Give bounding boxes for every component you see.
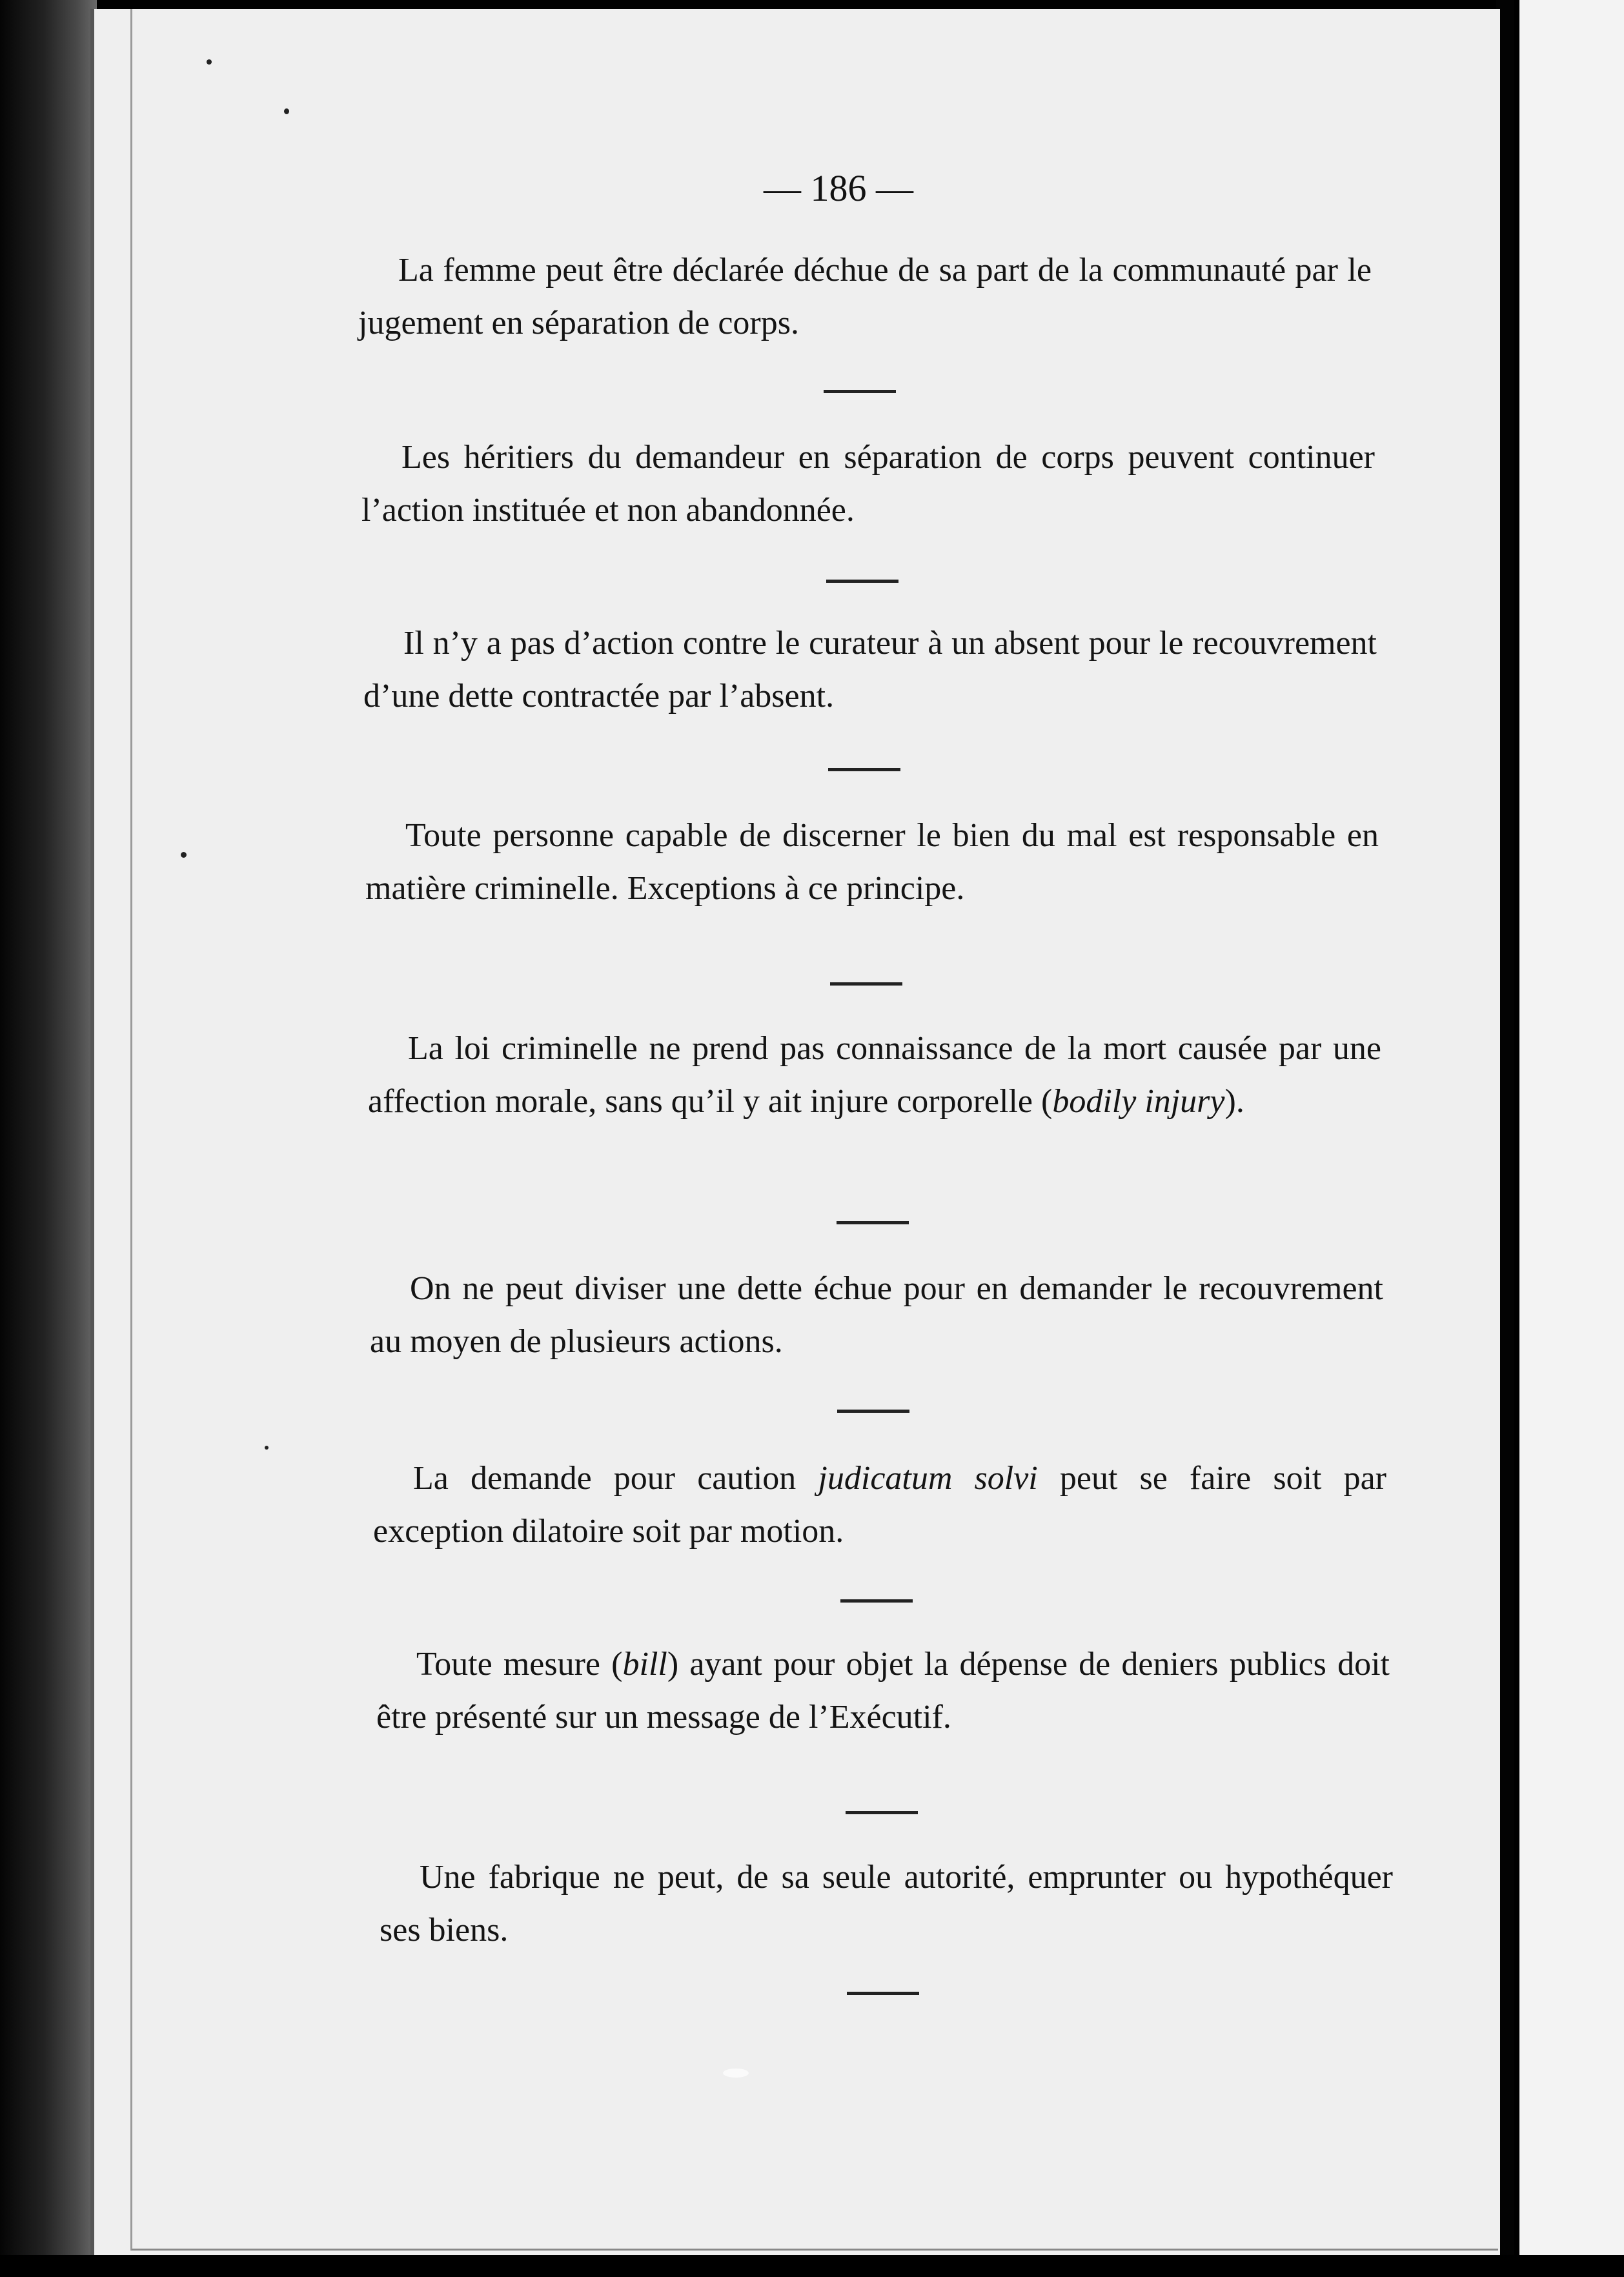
page-number: — 186 —: [764, 167, 913, 209]
separator-rule: [837, 1221, 909, 1224]
scan-speck: [181, 852, 187, 858]
paragraph-text: Toute personne capable de discerner le bien du mal est responsable en matière criminelle. Exceptions à ce principe.: [365, 817, 1379, 907]
paragraph-text: La femme peut être déclarée déchue de sa part de la communauté par le jugement en séparation de corps.: [358, 252, 1372, 341]
paragraph-text-before: La loi criminelle ne prend pas connaissance de la mort causée par une affection morale, sans qu’il y ait injure corporelle (: [368, 1030, 1381, 1120]
paragraph-text-before: Toute mesure (: [416, 1646, 623, 1683]
paragraph-6: [370, 1262, 1383, 1368]
paragraph-text: Il n’y a pas d’action contre le curateur à un absent pour le recouvrement d’une dette contractée par l’absent.: [363, 625, 1377, 714]
paragraph-text-italic: judicatum solvi: [818, 1460, 1038, 1497]
separator-rule: [830, 982, 902, 986]
book-binding-shadow: [0, 0, 97, 2277]
paragraph-text: Une fabrique ne peut, de sa seule autorité, emprunter ou hypothéquer ses biens.: [380, 1859, 1393, 1948]
paragraph-2: [361, 431, 1375, 537]
paragraph-text-after: peut se faire soit par exception dilatoire soit par motion.: [373, 1460, 1387, 1550]
paragraph-text: Les héritiers du demandeur en séparation de corps peuvent continuer l’action instituée et non abandonnée.: [361, 439, 1375, 529]
paragraph-text: On ne peut diviser une dette échue pour en demander le recouvrement au moyen de plusieurs actions.: [370, 1270, 1383, 1360]
paragraph-text-after: ) ayant pour objet la dépense de deniers publics doit être présenté sur un message de l’Exécutif.: [376, 1646, 1390, 1736]
separator-rule: [828, 768, 900, 771]
separator-rule: [824, 390, 896, 393]
separator-rule: [847, 1992, 919, 1995]
paragraph-7: [373, 1452, 1386, 1558]
separator-rule: [840, 1599, 913, 1603]
paragraph-1: [358, 244, 1372, 350]
scan-speck: [207, 59, 212, 65]
paragraph-text-italic: bodily injury: [1052, 1083, 1225, 1120]
bottom-edge: [0, 2255, 1624, 2277]
scan-speck: [284, 108, 289, 114]
paragraph-5: [368, 1022, 1381, 1128]
paragraph-text-after: ).: [1224, 1083, 1244, 1120]
paragraph-4: [365, 809, 1379, 915]
paragraph-3: [363, 617, 1377, 723]
paragraph-9: [380, 1851, 1393, 1957]
paragraph-8: [376, 1638, 1390, 1744]
separator-rule: [846, 1811, 918, 1814]
separator-rule: [837, 1410, 909, 1413]
paragraph-text-before: La demande pour caution: [413, 1460, 818, 1497]
scan-speck: [265, 1446, 269, 1450]
paragraph-text-italic: bill: [622, 1646, 667, 1683]
scan-blemish: [723, 2069, 749, 2078]
next-page-strip: [1514, 0, 1624, 2277]
separator-rule: [826, 580, 898, 583]
